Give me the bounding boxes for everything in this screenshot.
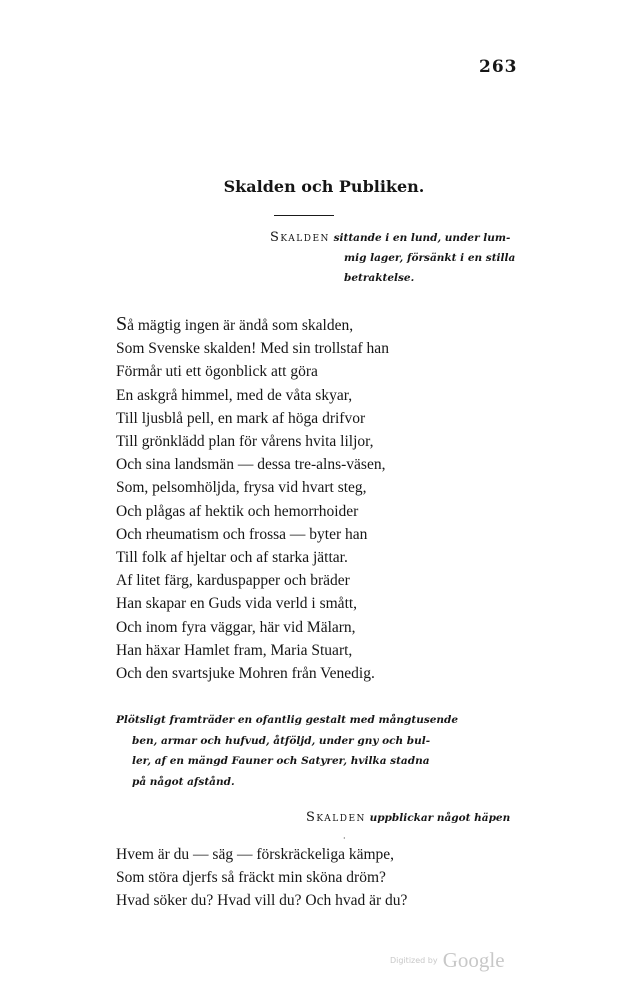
poem-line: Och sina landsmän — dessa tre-alns-väsen, <box>116 456 386 474</box>
page-number: 263 <box>479 57 518 77</box>
poem-line: Hvad söker du? Hvad vill du? Och hvad är du? <box>116 892 408 910</box>
watermark-prefix: Digitized by <box>390 956 438 965</box>
poem-title: Skalden och Publiken. <box>223 177 425 196</box>
stage-direction-2 <box>116 710 516 792</box>
stage-direction-3 <box>306 808 546 828</box>
stage-direction-line: på något afstånd. <box>132 775 235 788</box>
digitized-watermark <box>390 948 505 973</box>
poem-line: Förmår uti ett ögonblick att göra <box>116 363 318 381</box>
title-rule <box>274 215 334 216</box>
stage-direction-1 <box>270 228 540 288</box>
stage-direction-line: Plötsligt framträder en ofantlig gestalt med mångtusende <box>116 714 459 726</box>
poem-stanza-2 <box>116 843 407 913</box>
poem-line: Han häxar Hamlet fram, Maria Stuart, <box>116 641 353 659</box>
poem-line: Och den svartsjuke Mohren från Venedig. <box>116 665 375 683</box>
poem-line: Och plågas af hektik och hemorrhoider <box>116 502 359 520</box>
poem-line: Till grönklädd plan för vårens hvita liljor, <box>116 433 374 451</box>
print-dot: · <box>343 834 346 843</box>
stage-direction-line: sittande i en lund, under lum- <box>333 232 511 244</box>
poem-line: Till ljusblå pell, en mark af höga drifvor <box>116 409 366 427</box>
stage-direction-line: betraktelse. <box>344 272 415 284</box>
stage-direction-line: ben, armar och hufvud, åtföljd, under gny och bul- <box>132 734 431 747</box>
poem-line: En askgrå himmel, med de våta skyar, <box>116 386 353 404</box>
poem-stanza-1 <box>116 313 389 685</box>
poem-line: Af litet färg, karduspapper och bräder <box>116 572 350 590</box>
poem-line: Som Svenske skalden! Med sin trollstaf han <box>116 340 389 358</box>
stage-direction-line: ler, af en mängd Fauner och Satyrer, hvilka stadna <box>132 755 430 767</box>
poem-line <box>116 313 389 337</box>
poem-line-text: å mägtig ingen är ändå som skalden, <box>127 317 354 334</box>
speaker-name: Skalden <box>270 230 330 245</box>
poem-line: Och rheumatism och frossa — byter han <box>116 525 368 543</box>
poem-line: Till folk af hjeltar och af starka jättar. <box>116 549 348 567</box>
google-logo: Google <box>442 948 505 972</box>
speaker-name: Skalden <box>306 810 366 825</box>
poem-line: Och inom fyra väggar, här vid Mälarn, <box>116 618 356 636</box>
poem-line: Han skapar en Guds vida verld i smått, <box>116 595 358 613</box>
drop-cap: S <box>116 313 128 335</box>
stage-direction-text: uppblickar något häpen <box>369 812 511 824</box>
poem-line: Som, pelsomhöljda, frysa vid hvart steg, <box>116 479 367 497</box>
poem-line: Hvem är du — säg — förskräckeliga kämpe, <box>116 846 395 863</box>
stage-direction-line: mig lager, försänkt i en stilla <box>344 252 516 264</box>
poem-line: Som störa djerfs så fräckt min sköna dröm? <box>116 869 386 887</box>
